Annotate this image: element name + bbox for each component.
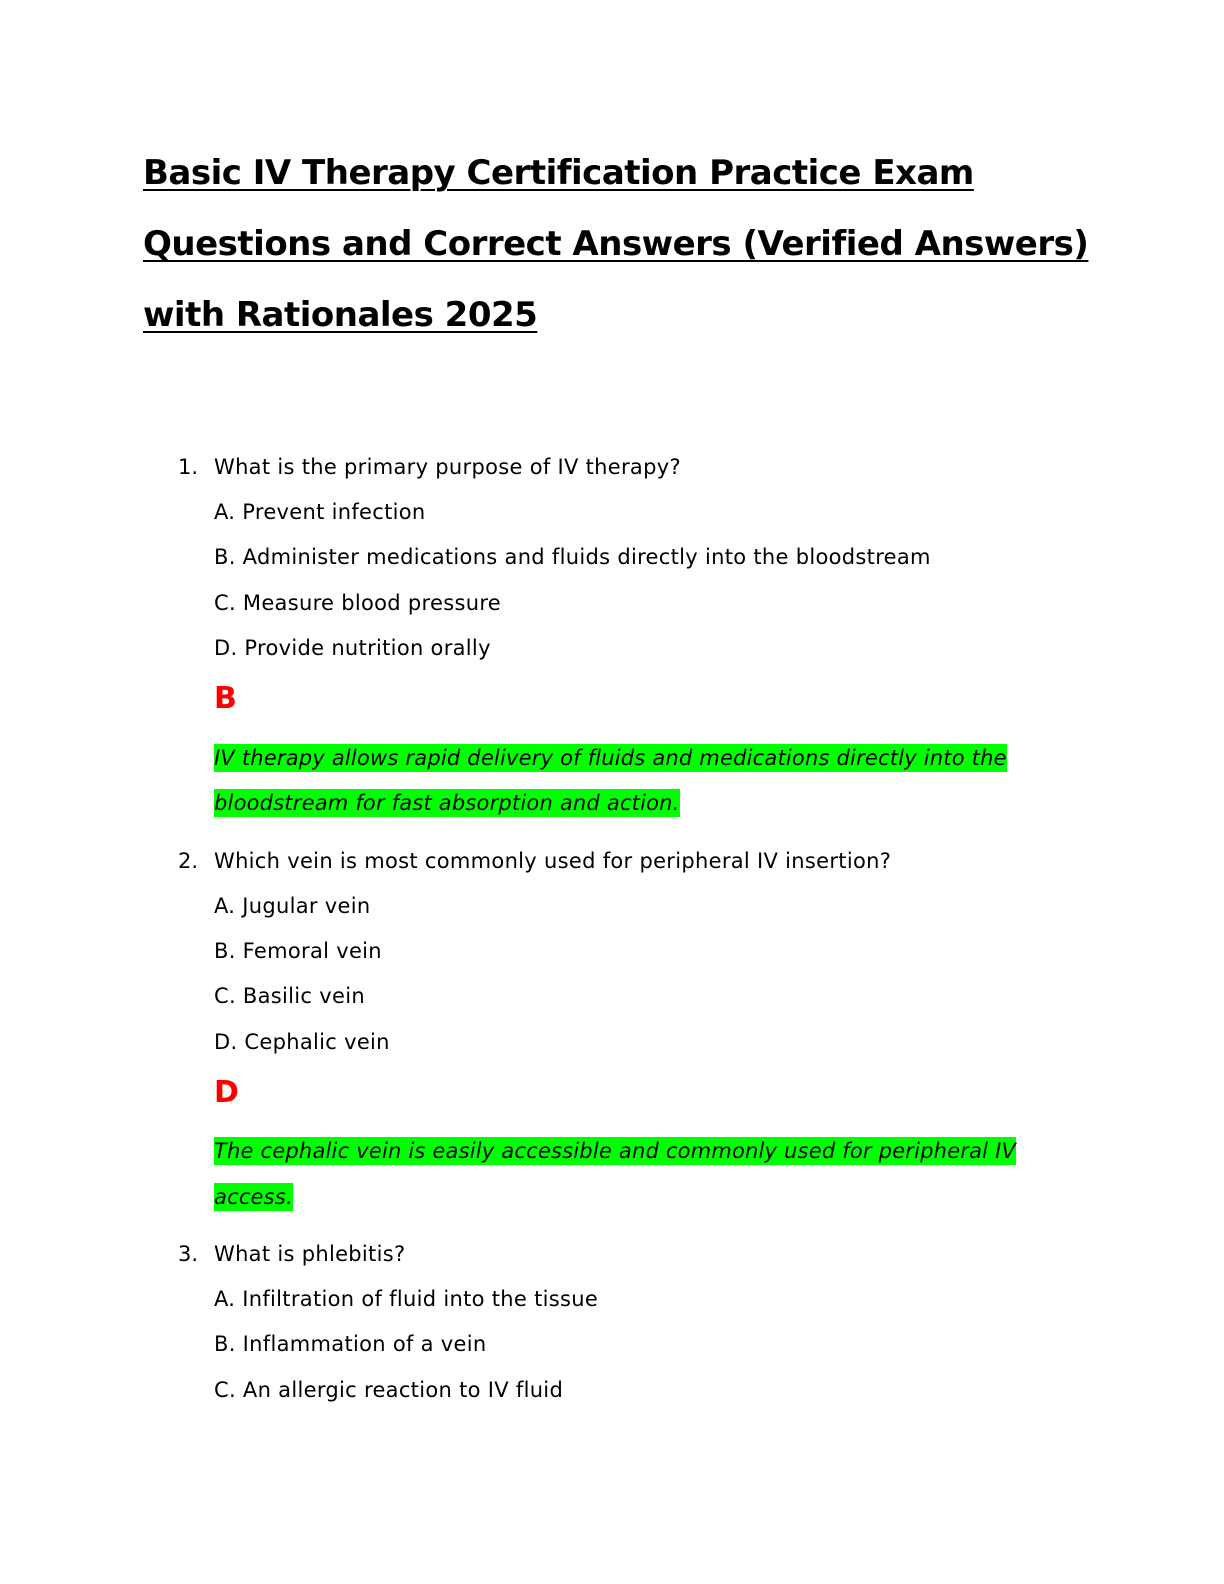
rationale-line-2: bloodstream for fast absorption and action.	[214, 791, 680, 815]
title-line-1: Basic IV Therapy Certification Practice Exam	[143, 153, 974, 193]
option-d: D. Provide nutrition orally	[214, 636, 491, 660]
option-b: B. Inflammation of a vein	[214, 1332, 487, 1356]
question-text: What is the primary purpose of IV therapy?	[214, 455, 681, 479]
rationale-line-1: IV therapy allows rapid delivery of fluids and medications directly into the	[214, 746, 1007, 770]
question-number: 1.	[178, 455, 199, 479]
correct-answer: D	[214, 1075, 239, 1110]
rationale-line-2: access.	[214, 1185, 293, 1209]
question-number: 3.	[178, 1242, 199, 1266]
option-a: A. Infiltration of fluid into the tissue	[214, 1287, 599, 1311]
title-line-3: with Rationales 2025	[143, 295, 538, 335]
option-c: C. Basilic vein	[214, 984, 365, 1008]
option-a: A. Prevent infection	[214, 500, 426, 524]
option-c: C. Measure blood pressure	[214, 591, 502, 615]
question-number: 2.	[178, 849, 199, 873]
option-a: A. Jugular vein	[214, 894, 371, 918]
option-b: B. Administer medications and fluids directly into the bloodstream	[214, 545, 931, 569]
rationale-line-1: The cephalic vein is easily accessible and commonly used for peripheral IV	[214, 1139, 1017, 1163]
question-text: Which vein is most commonly used for peripheral IV insertion?	[214, 849, 892, 873]
document-title	[143, 138, 1103, 351]
title-line-2: Questions and Correct Answers (Verified Answers)	[143, 224, 1089, 264]
option-b: B. Femoral vein	[214, 939, 382, 963]
option-d: D. Cephalic vein	[214, 1030, 390, 1054]
correct-answer: B	[214, 681, 237, 716]
option-c: C. An allergic reaction to IV fluid	[214, 1378, 564, 1402]
question-text: What is phlebitis?	[214, 1242, 406, 1266]
